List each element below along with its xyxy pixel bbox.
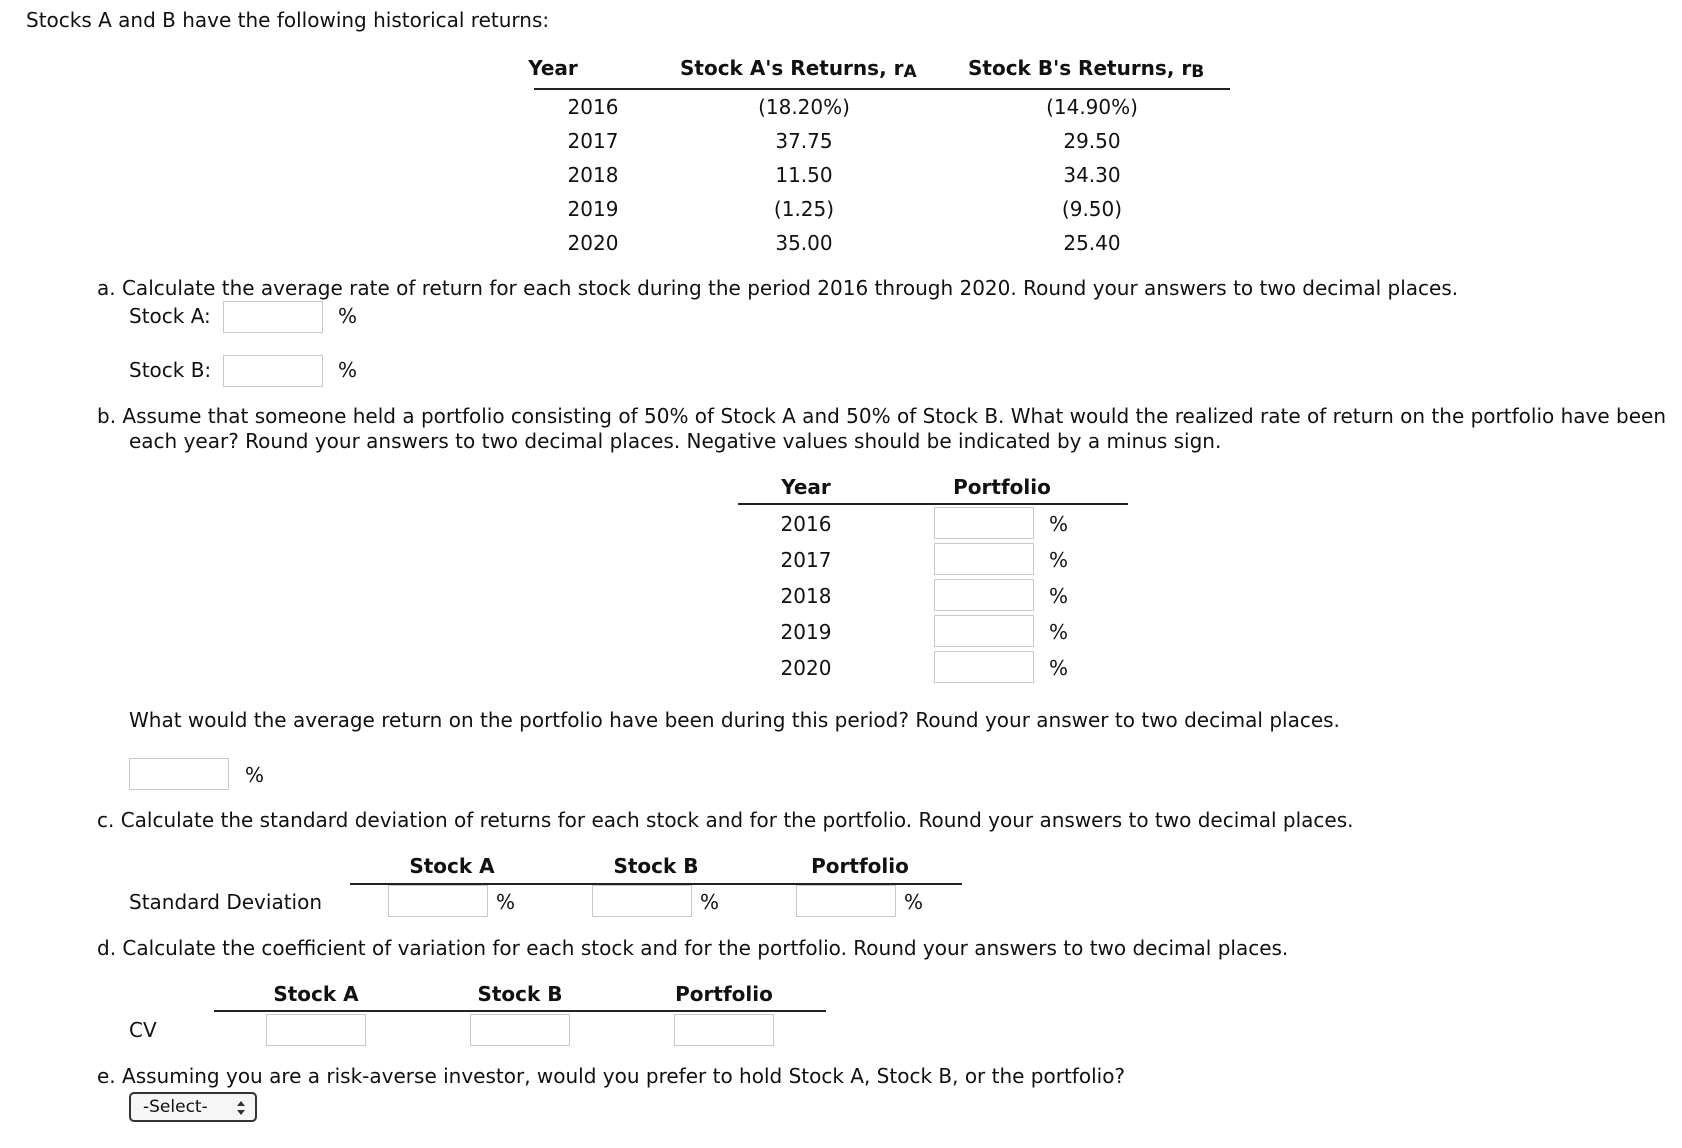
percent-unit: % bbox=[700, 890, 720, 914]
part-b-prompt-line2: each year? Round your answers to two decimal places. Negative values should be indicated by a minus sign. bbox=[129, 429, 1222, 453]
cv-stock-a-input[interactable] bbox=[266, 1014, 366, 1046]
stock-a-label: Stock A: bbox=[129, 304, 211, 328]
part-b-average-prompt: What would the average return on the portfolio have been during this period? Round your answer to two decimal places. bbox=[129, 708, 1340, 732]
portfolio-header-portfolio: Portfolio bbox=[953, 475, 1051, 499]
sd-header-stock-a: Stock A bbox=[409, 854, 495, 878]
percent-unit: % bbox=[338, 304, 358, 328]
returns-row-stock-b: 34.30 bbox=[1063, 163, 1121, 187]
updown-arrows-icon bbox=[236, 1100, 246, 1116]
sd-header-portfolio: Portfolio bbox=[811, 854, 909, 878]
cv-row-label: CV bbox=[129, 1018, 157, 1042]
portfolio-2018-input[interactable] bbox=[934, 579, 1034, 611]
cv-stock-b-input[interactable] bbox=[470, 1014, 570, 1046]
portfolio-2016-input[interactable] bbox=[934, 507, 1034, 539]
percent-unit: % bbox=[1049, 584, 1069, 608]
returns-row-stock-a: (1.25) bbox=[773, 197, 835, 221]
stock-b-label: Stock B: bbox=[129, 358, 212, 382]
cv-header-stock-b: Stock B bbox=[477, 982, 563, 1006]
returns-row-stock-b: 29.50 bbox=[1063, 129, 1121, 153]
returns-row-year: 2019 bbox=[567, 197, 619, 221]
percent-unit: % bbox=[1049, 620, 1069, 644]
percent-unit: % bbox=[338, 358, 358, 382]
percent-unit: % bbox=[1049, 548, 1069, 572]
sd-stock-b-input[interactable] bbox=[592, 885, 692, 917]
percent-unit: % bbox=[1049, 512, 1069, 536]
stock-a-average-input[interactable] bbox=[223, 301, 323, 333]
returns-row-stock-a: 37.75 bbox=[775, 129, 833, 153]
part-d-prompt: d. Calculate the coefficient of variation for each stock and for the portfolio. Round your answers to two decimal places. bbox=[97, 936, 1289, 960]
portfolio-row-year: 2019 bbox=[780, 620, 832, 644]
part-c-prompt: c. Calculate the standard deviation of returns for each stock and for the portfolio. Round your answers to two decimal places. bbox=[97, 808, 1354, 832]
portfolio-table-rule bbox=[738, 503, 1128, 505]
returns-row-year: 2018 bbox=[567, 163, 619, 187]
sd-stock-a-input[interactable] bbox=[388, 885, 488, 917]
portfolio-header-year: Year bbox=[781, 475, 831, 499]
returns-row-stock-a: (18.20%) bbox=[758, 95, 850, 119]
returns-row-year: 2017 bbox=[567, 129, 619, 153]
returns-table-rule bbox=[534, 88, 1230, 90]
portfolio-row-year: 2018 bbox=[780, 584, 832, 608]
returns-row-year: 2016 bbox=[567, 95, 619, 119]
header-stock-b-returns: Stock B's Returns, rB bbox=[968, 56, 1205, 82]
sd-row-label: Standard Deviation bbox=[129, 890, 323, 914]
header-stock-a-returns: Stock A's Returns, rA bbox=[680, 56, 917, 82]
portfolio-2017-input[interactable] bbox=[934, 543, 1034, 575]
portfolio-2020-input[interactable] bbox=[934, 651, 1034, 683]
cv-header-stock-a: Stock A bbox=[273, 982, 359, 1006]
cv-header-portfolio: Portfolio bbox=[675, 982, 773, 1006]
returns-row-stock-a: 11.50 bbox=[775, 163, 833, 187]
returns-row-stock-b: 25.40 bbox=[1063, 231, 1121, 255]
percent-unit: % bbox=[904, 890, 924, 914]
percent-unit: % bbox=[496, 890, 516, 914]
portfolio-row-year: 2020 bbox=[780, 656, 832, 680]
returns-row-stock-a: 35.00 bbox=[775, 231, 833, 255]
cv-portfolio-input[interactable] bbox=[674, 1014, 774, 1046]
preference-select[interactable] bbox=[129, 1092, 257, 1122]
returns-row-year: 2020 bbox=[567, 231, 619, 255]
portfolio-row-year: 2016 bbox=[780, 512, 832, 536]
percent-unit: % bbox=[245, 763, 265, 787]
intro-text: Stocks A and B have the following historical returns: bbox=[26, 8, 550, 32]
header-year: Year bbox=[528, 56, 578, 80]
part-e-prompt: e. Assuming you are a risk-averse investor, would you prefer to hold Stock A, Stock B, or the portfolio? bbox=[97, 1064, 1126, 1088]
cv-table-rule bbox=[214, 1010, 826, 1012]
stock-b-average-input[interactable] bbox=[223, 355, 323, 387]
preference-select-value: -Select- bbox=[143, 1097, 208, 1117]
portfolio-2019-input[interactable] bbox=[934, 615, 1034, 647]
returns-row-stock-b: (9.50) bbox=[1061, 197, 1123, 221]
portfolio-row-year: 2017 bbox=[780, 548, 832, 572]
part-a-prompt: a. Calculate the average rate of return for each stock during the period 2016 through 2020. Round your answers to two decimal places. bbox=[97, 276, 1459, 300]
portfolio-average-input[interactable] bbox=[129, 758, 229, 790]
sd-portfolio-input[interactable] bbox=[796, 885, 896, 917]
percent-unit: % bbox=[1049, 656, 1069, 680]
part-b-prompt-line1: b. Assume that someone held a portfolio consisting of 50% of Stock A and 50% of Stock B. What would the realized rate of return on the portfolio have been bbox=[97, 404, 1667, 428]
returns-row-stock-b: (14.90%) bbox=[1046, 95, 1138, 119]
sd-header-stock-b: Stock B bbox=[613, 854, 699, 878]
